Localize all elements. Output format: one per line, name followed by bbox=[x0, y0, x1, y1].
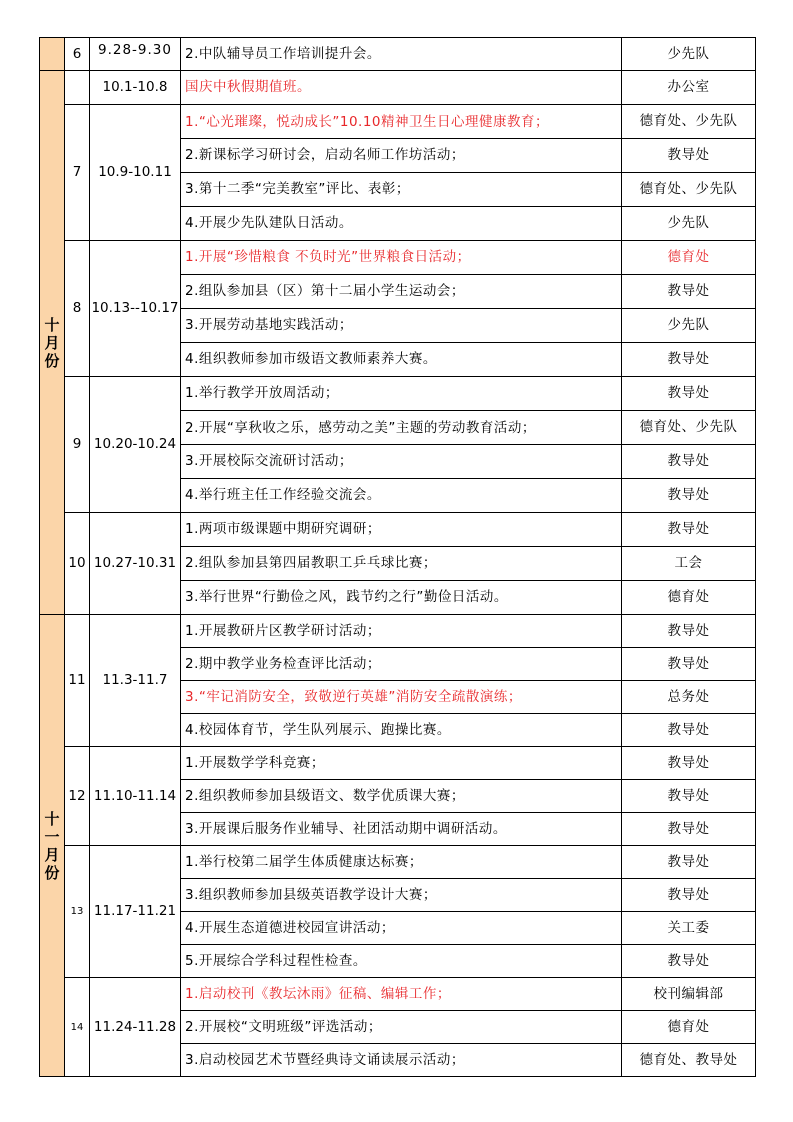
task-text: 2.开展校“文明班级”评选活动； bbox=[181, 1011, 622, 1044]
task-text: 3.举行世界“行勤俭之风，践节约之行”勤俭日活动。 bbox=[181, 581, 622, 615]
department: 教导处 bbox=[622, 945, 756, 978]
date-range: 10.9-10.11 bbox=[90, 105, 181, 241]
month-cell-september bbox=[40, 38, 65, 71]
department: 教导处 bbox=[622, 846, 756, 879]
task-text: 1.开展数学学科竞赛； bbox=[181, 747, 622, 780]
department: 教导处 bbox=[622, 714, 756, 747]
task-text: 4.校园体育节，学生队列展示、跑操比赛。 bbox=[181, 714, 622, 747]
week-number: 13 bbox=[65, 846, 90, 978]
month-cell-october: 十月份 bbox=[40, 71, 65, 615]
task-text: 2.组队参加县（区）第十二届小学生运动会； bbox=[181, 275, 622, 309]
department: 德育处、教导处 bbox=[622, 1044, 756, 1077]
month-cell-november: 十一月份 bbox=[40, 615, 65, 1077]
department: 关工委 bbox=[622, 912, 756, 945]
date-range: 10.13--10.17 bbox=[90, 241, 181, 377]
task-text: 2.组织教师参加县级语文、数学优质课大赛； bbox=[181, 780, 622, 813]
task-text: 2.开展“享秋收之乐，感劳动之美”主题的劳动教育活动； bbox=[181, 411, 622, 445]
department: 教导处 bbox=[622, 139, 756, 173]
department: 教导处 bbox=[622, 343, 756, 377]
task-text: 5.开展综合学科过程性检查。 bbox=[181, 945, 622, 978]
task-text: 1.开展教研片区教学研讨活动； bbox=[181, 615, 622, 648]
table-row bbox=[40, 241, 756, 275]
task-text: 3.开展劳动基地实践活动； bbox=[181, 309, 622, 343]
task-text: 3.启动校园艺术节暨经典诗文诵读展示活动； bbox=[181, 1044, 622, 1077]
week-number: 14 bbox=[65, 978, 90, 1077]
table-row bbox=[40, 38, 756, 71]
department: 总务处 bbox=[622, 681, 756, 714]
date-range: 11.17-11.21 bbox=[90, 846, 181, 978]
week-number: 11 bbox=[65, 615, 90, 747]
task-text: 3.“牢记消防安全，致敬逆行英雄”消防安全疏散演练； bbox=[181, 681, 622, 714]
date-range: 10.1-10.8 bbox=[90, 71, 181, 105]
task-text: 3.开展校际交流研讨活动； bbox=[181, 445, 622, 479]
department: 教导处 bbox=[622, 377, 756, 411]
task-text: 2.期中教学业务检查评比活动； bbox=[181, 648, 622, 681]
date-range: 9.28-9.30 bbox=[90, 38, 181, 71]
department: 教导处 bbox=[622, 479, 756, 513]
task-text: 1.“心光璀璨，悦动成长”10.10精神卫生日心理健康教育； bbox=[181, 105, 622, 139]
department: 教导处 bbox=[622, 813, 756, 846]
table-row bbox=[40, 377, 756, 411]
task-text: 2.中队辅导员工作培训提升会。 bbox=[181, 38, 622, 71]
department: 教导处 bbox=[622, 747, 756, 780]
department: 德育处 bbox=[622, 581, 756, 615]
table-row bbox=[40, 846, 756, 879]
task-text: 1.两项市级课题中期研究调研； bbox=[181, 513, 622, 547]
department: 教导处 bbox=[622, 445, 756, 479]
department: 少先队 bbox=[622, 207, 756, 241]
task-text: 3.开展课后服务作业辅导、社团活动期中调研活动。 bbox=[181, 813, 622, 846]
date-range: 11.3-11.7 bbox=[90, 615, 181, 747]
week-number: 10 bbox=[65, 513, 90, 615]
department: 教导处 bbox=[622, 513, 756, 547]
department: 少先队 bbox=[622, 309, 756, 343]
task-text: 国庆中秋假期值班。 bbox=[181, 71, 622, 105]
week-number: 8 bbox=[65, 241, 90, 377]
table-row bbox=[40, 747, 756, 780]
task-text: 1.开展“珍惜粮食 不负时光”世界粮食日活动； bbox=[181, 241, 622, 275]
department: 教导处 bbox=[622, 275, 756, 309]
department: 教导处 bbox=[622, 648, 756, 681]
task-text: 4.开展生态道德进校园宣讲活动； bbox=[181, 912, 622, 945]
department: 教导处 bbox=[622, 615, 756, 648]
table-row bbox=[40, 978, 756, 1011]
department: 德育处 bbox=[622, 241, 756, 275]
table-row bbox=[40, 615, 756, 648]
department: 德育处、少先队 bbox=[622, 411, 756, 445]
department: 教导处 bbox=[622, 780, 756, 813]
department: 少先队 bbox=[622, 38, 756, 71]
task-text: 1.举行教学开放周活动； bbox=[181, 377, 622, 411]
task-text: 4.组织教师参加市级语文教师素养大赛。 bbox=[181, 343, 622, 377]
week-number: 12 bbox=[65, 747, 90, 846]
task-text: 3.组织教师参加县级英语教学设计大赛； bbox=[181, 879, 622, 912]
table-row bbox=[40, 71, 756, 105]
week-number: 9 bbox=[65, 377, 90, 513]
department: 德育处、少先队 bbox=[622, 173, 756, 207]
date-range: 10.20-10.24 bbox=[90, 377, 181, 513]
task-text: 4.举行班主任工作经验交流会。 bbox=[181, 479, 622, 513]
week-number: 7 bbox=[65, 105, 90, 241]
department: 工会 bbox=[622, 547, 756, 581]
schedule-table bbox=[39, 37, 756, 1077]
task-text: 1.启动校刊《教坛沐雨》征稿、编辑工作； bbox=[181, 978, 622, 1011]
date-range: 11.10-11.14 bbox=[90, 747, 181, 846]
department: 德育处、少先队 bbox=[622, 105, 756, 139]
department: 教导处 bbox=[622, 879, 756, 912]
task-text: 1.举行校第二届学生体质健康达标赛； bbox=[181, 846, 622, 879]
week-number: 6 bbox=[65, 38, 90, 71]
table-row bbox=[40, 105, 756, 139]
task-text: 2.组队参加县第四届教职工乒乓球比赛； bbox=[181, 547, 622, 581]
task-text: 3.第十二季“完美教室”评比、表彰； bbox=[181, 173, 622, 207]
department: 校刊编辑部 bbox=[622, 978, 756, 1011]
department: 办公室 bbox=[622, 71, 756, 105]
task-text: 4.开展少先队建队日活动。 bbox=[181, 207, 622, 241]
date-range: 10.27-10.31 bbox=[90, 513, 181, 615]
table-row bbox=[40, 513, 756, 547]
task-text: 2.新课标学习研讨会，启动名师工作坊活动； bbox=[181, 139, 622, 173]
date-range: 11.24-11.28 bbox=[90, 978, 181, 1077]
week-number bbox=[65, 71, 90, 105]
department: 德育处 bbox=[622, 1011, 756, 1044]
